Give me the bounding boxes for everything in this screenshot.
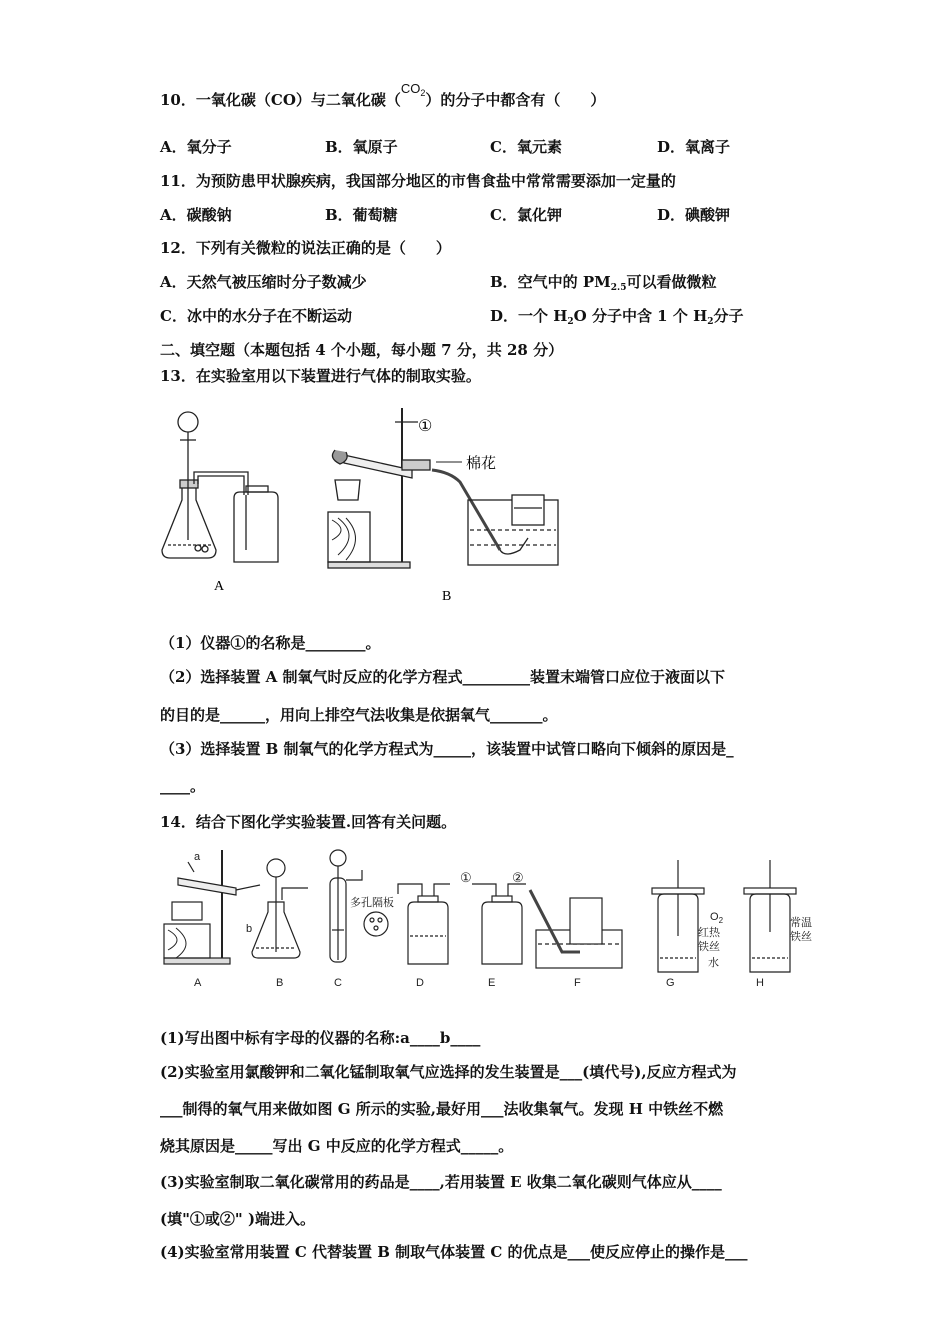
q12-option-a: A．天然气被压缩时分子数减少 [160, 273, 367, 291]
fig14-label-e: E [488, 977, 496, 989]
q10-option-b: B．氧原子 [325, 138, 398, 156]
co2-formula: $CO_2$ [400, 81, 426, 98]
q11-option-b: B．葡萄糖 [325, 206, 398, 224]
q13-part3-line2: ____。 [160, 777, 206, 795]
q12-option-c: C．冰中的水分子在不断运动 [160, 307, 352, 325]
fig-label-a: A [214, 579, 225, 594]
section-heading: 二、填空题（本题包括 4 个小题，每小题 7 分，共 28 分） [160, 341, 564, 359]
q14-part2-line2: ___制得的氧气用来做如图 G 所示的实验,最好用___法收集氧气。发现 H 中铁丝不燃 [160, 1100, 724, 1118]
q12-option-b: B．空气中的 $PM_{2.5}$可以看做微粒 [490, 273, 717, 293]
q14-part3-line1: (3)实验室制取二氧化碳常用的药品是____,若用装置 E 收集二氧化碳则气体应从____ [160, 1173, 722, 1191]
q10-option-c: C．氧元素 [490, 138, 562, 156]
instrument-label-b: b [246, 923, 253, 935]
q11-option-d: D．碘酸钾 [657, 206, 731, 224]
q11-stem: 11．为预防患甲状腺疾病，我国部分地区的市售食盐中常常需要添加一定量的 [160, 172, 676, 190]
fig14-label-g: G [666, 977, 675, 989]
q13-part3-line1: （3）选择装置 B 制氧气的化学方程式为_____，该装置中试管口略向下倾斜的原因是_ [160, 740, 734, 758]
alcohol-lamp [335, 480, 360, 500]
q14-apparatus-figure [150, 840, 830, 1000]
separatory-funnel-bulb [178, 412, 198, 432]
q11-option-c: C．氯化钾 [490, 206, 562, 224]
q12-stem: 12．下列有关微粒的说法正确的是（ ） [160, 239, 451, 257]
port-1-label: ① [460, 870, 472, 885]
iron-wire-label: 铁丝 [698, 941, 720, 953]
q14-part2-line1: (2)实验室用氯酸钾和二氧化锰制取氧气应选择的发生装置是___(填代号),反应方程式为 [160, 1063, 737, 1081]
porous-plate-label: 多孔隔板 [350, 897, 394, 909]
q10-option-d: D．氧离子 [657, 138, 731, 156]
fig14-label-h: H [756, 977, 764, 989]
q14-part2-line3: 烧其原因是_____写出 G 中反应的化学方程式_____。 [160, 1137, 514, 1155]
q10-option-a: A．氧分子 [160, 138, 232, 156]
cotton-label: 棉花 [466, 454, 497, 472]
q13-part1: （1）仪器①的名称是________。 [160, 634, 381, 652]
fig14-label-f: F [574, 977, 581, 989]
o2-label: $O_2$ [710, 911, 724, 925]
iron-wire2-label: 铁丝 [790, 931, 812, 943]
fig14-label-a: A [194, 977, 202, 989]
q14-part3-line2: (填"①或②" )端进入。 [160, 1210, 316, 1228]
instrument-label-a: a [194, 851, 201, 863]
room-temp-label: 常温 [790, 917, 812, 929]
q12-option-d: D．一个 $H_2O$ 分子中含 1 个 $H_2$分子 [490, 307, 744, 327]
water-label: 水 [708, 957, 719, 969]
q10-stem: 10．一氧化碳（CO）与二氧化碳$(CO_2)$的分子中都含有（ ） [160, 81, 606, 109]
q13-apparatus-figure [150, 400, 600, 615]
q13-part2-line2: 的目的是______，用向上排空气法收集是依据氧气_______。 [160, 706, 558, 724]
collection-bottle [512, 495, 544, 525]
fig14-label-c: C [334, 977, 342, 989]
q11-option-a: A．碳酸钠 [160, 206, 232, 224]
fig-label-b: B [442, 589, 452, 604]
q13-part2-line1: （2）选择装置 A 制氧气时反应的化学方程式_________装置末端管口应位于液面以下 [160, 668, 726, 686]
fig14-label-d: D [416, 977, 424, 989]
q13-stem: 13．在实验室用以下装置进行气体的制取实验。 [160, 367, 481, 385]
q14-stem: 14．结合下图化学实验装置.回答有关问题。 [160, 813, 457, 831]
instrument-marker-1: ① [418, 416, 433, 435]
q14-part4: (4)实验室常用装置 C 代替装置 B 制取气体装置 C 的优点是___使反应停止的操作是___ [160, 1243, 748, 1261]
q14-part1: (1)写出图中标有字母的仪器的名称:a____b____ [160, 1029, 481, 1047]
gas-jar [234, 492, 278, 562]
port-2-label: ② [512, 870, 524, 885]
hot-label: 红热 [698, 927, 720, 939]
fig14-label-b: B [276, 977, 284, 989]
